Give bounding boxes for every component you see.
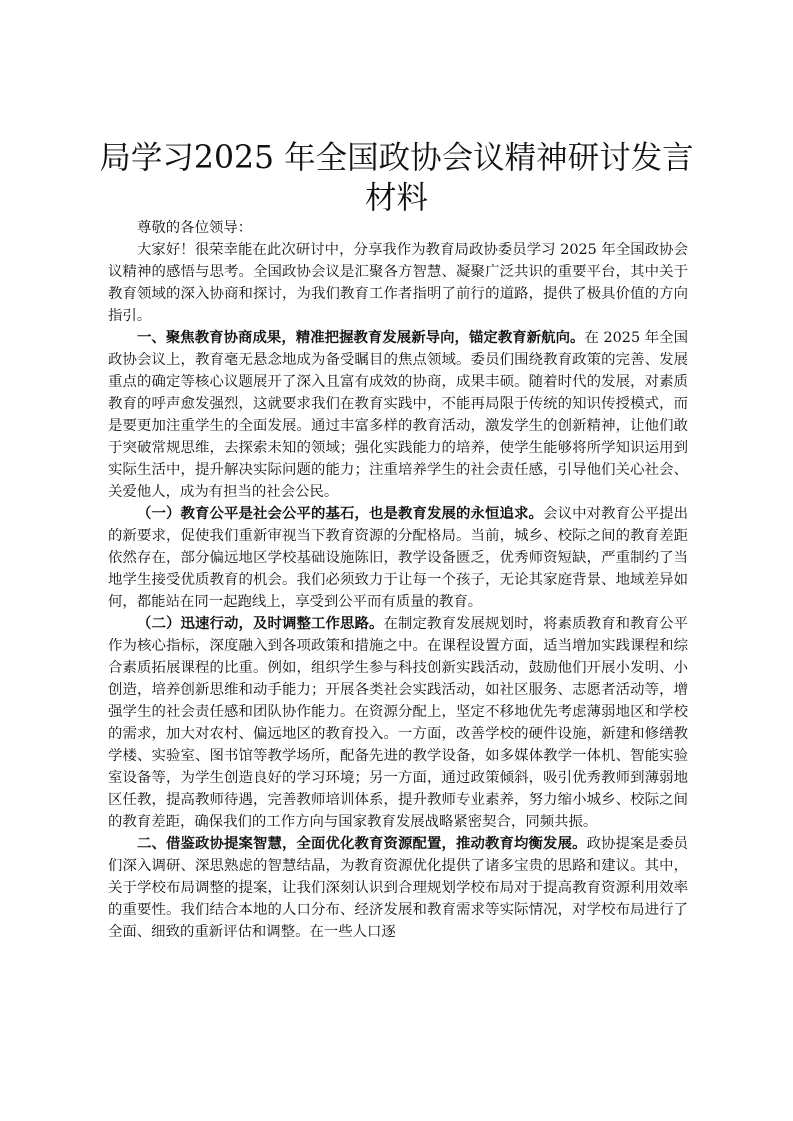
section-2-text: 政协提案是委员们深入调研、深思熟虑的智慧结晶，为教育资源优化提供了诸多宝贵的思路和建议。其中，关于学校布局调整的提案，让我们深刻认识到合理规划学校布局对于提高教育资源利用效率的重要性。我们结合本地的人口分布、经济发展和教育需求等实际情况，对学校布局进行了全面、细致的重新评估和调整。在一些人口逐 bbox=[108, 836, 688, 940]
salutation: 尊敬的各位领导： bbox=[137, 220, 253, 236]
subsection-2-text: 在制定教育发展规划时，将素质教育和教育公平作为核心指标，深度融入到各项政策和措施之中。在课程设置方面，适当增加实践课程和综合素质拓展课程的比重。例如，组织学生参与科技创新实践活动，鼓励他们开展小发明、小创造，培养创新思维和动手能力；开展各类社会实践活动，如社区服务、志愿者活动等，增强学生的社会责任感和团队协作能力。在资源分配上，坚定不移地优先考虑薄弱地区和学校的需求，加大对农村、偏远地区的教育投入。一方面，改善学校的硬件设施，新建和修缮教学楼、实验室、图书馆等教学场所，配备先进的教学设备，如多媒体教学一体机、智能实验室设备等，为学生创造良好的学习环境；另一方面，通过政策倾斜，吸引优秀教师到薄弱地区任教，提高教师待遇，完善教师培训体系，提升教师专业素养，努力缩小城乡、校际之间的教育差距，确保我们的工作方向与国家教育发展战略紧密契合，同频共振。 bbox=[108, 616, 688, 830]
subsection-1-paragraph bbox=[108, 503, 688, 613]
subsection-2-paragraph bbox=[108, 613, 688, 833]
subsection-1-text: 会议中对教育公平提出的新要求，促使我们重新审视当下教育资源的分配格局。当前，城乡、校际之间的教育差距依然存在，部分偏远地区学校基础设施陈旧，教学设备匮乏，优秀师资短缺，严重制约了当地学生接受优质教育的机会。我们必须致力于让每一个孩子，无论其家庭背景、地域差异如何，都能站在同一起跑线上，享受到公平而有质量的教育。 bbox=[108, 506, 688, 610]
section-1-text: 在 2025 年全国政协会议上，教育毫无悬念地成为备受瞩目的焦点领域。委员们围绕教育政策的完善、发展重点的确定等核心议题展开了深入且富有成效的协商，成果丰硕。随着时代的发展，对素质教育的呼声愈发强烈，这就要求我们在教育实践中，不能再局限于传统的知识传授模式，而是要更加注重学生的全面发展。通过丰富多样的教育活动，激发学生的创新精神，让他们敢于突破常规思维，去探索未知的领域；强化实践能力的培养，使学生能够将所学知识运用到实际生活中，提升解决实际问题的能力；注重培养学生的社会责任感，引导他们关心社会、关爱他人，成为有担当的社会公民。 bbox=[108, 330, 688, 500]
section-1-paragraph bbox=[108, 327, 688, 503]
subsection-2-heading: （二）迅速行动，及时调整工作思路。 bbox=[137, 615, 384, 632]
section-2-heading: 二、借鉴政协提案智慧，全面优化教育资源配置，推动教育均衡发展。 bbox=[137, 835, 587, 852]
section-1-heading: 一、聚焦教育协商成果，精准把握教育发展新导向，锚定教育新航向。 bbox=[137, 329, 585, 346]
section-2-paragraph bbox=[108, 833, 688, 943]
document-body bbox=[108, 217, 688, 943]
intro-paragraph: 大家好！很荣幸能在此次研讨中，分享我作为教育局政协委员学习 2025 年全国政协会议精神的感悟与思考。全国政协会议是汇聚各方智慧、凝聚广泛共识的重要平台，其中关于教育领域的深入协商和探讨，为我们教育工作者指明了前行的道路，提供了极具价值的方向指引。 bbox=[108, 242, 688, 324]
subsection-1-heading: （一）教育公平是社会公平的基石，也是教育发展的永恒追求。 bbox=[137, 505, 544, 522]
document-title: 局学习2025 年全国政协会议精神研讨发言材料 bbox=[99, 140, 694, 216]
